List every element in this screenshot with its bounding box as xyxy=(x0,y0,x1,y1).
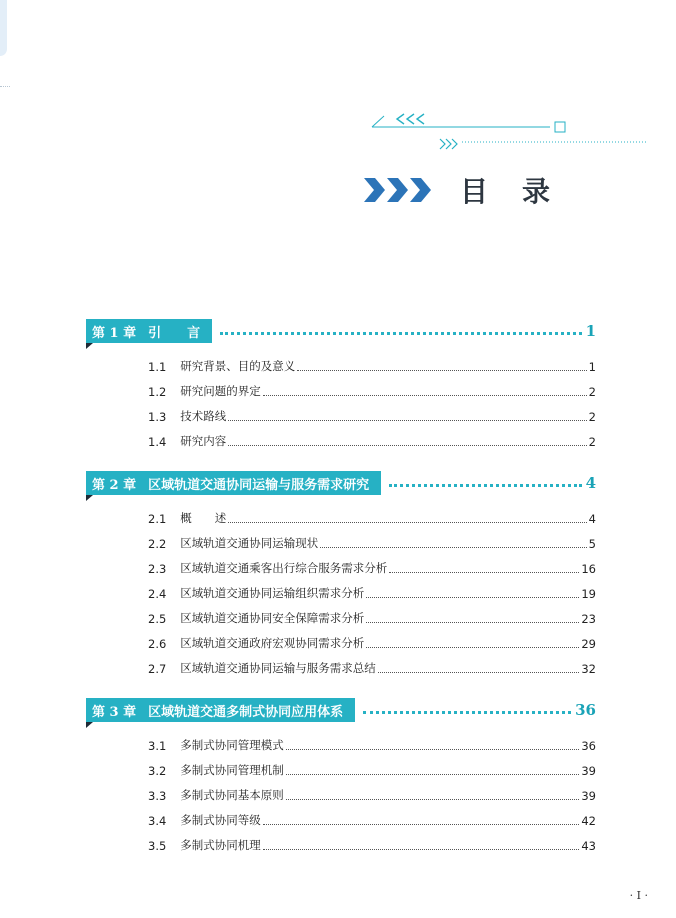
section-title: 研究内容 xyxy=(180,434,227,448)
chapter-corner-marker xyxy=(86,495,93,501)
section-leader-dots xyxy=(286,774,580,775)
table-of-contents xyxy=(86,319,596,875)
section-title: 研究背景、目的及意义 xyxy=(180,359,296,373)
chapter-label xyxy=(86,319,212,343)
toc-entry[interactable] xyxy=(86,374,596,399)
section-list xyxy=(86,349,596,449)
chapter-leader-dots xyxy=(389,484,581,487)
section-page: 4 xyxy=(588,512,596,526)
section-number: 1.4 xyxy=(148,435,167,449)
chapter-leader-dots xyxy=(363,711,571,714)
section-list xyxy=(86,501,596,676)
section-title: 区域轨道交通乘客出行综合服务需求分析 xyxy=(180,561,388,575)
header-decoration xyxy=(0,100,676,160)
section-page: 43 xyxy=(581,839,596,853)
toc-entry[interactable] xyxy=(86,399,596,424)
chapter-page: 1 xyxy=(585,322,596,340)
section-leader-dots xyxy=(378,672,580,673)
toc-entry[interactable] xyxy=(86,626,596,651)
chapter-2 xyxy=(86,471,596,676)
chapter-number: 第 1 章 xyxy=(92,325,137,341)
corner-tab xyxy=(0,0,7,56)
toc-entry[interactable] xyxy=(86,601,596,626)
section-page: 32 xyxy=(581,662,596,676)
section-page: 23 xyxy=(581,612,596,626)
section-title: 区域轨道交通协同运输与服务需求总结 xyxy=(180,661,376,675)
section-leader-dots xyxy=(366,597,579,598)
section-number: 1.2 xyxy=(148,385,167,399)
section-title: 多制式协同管理模式 xyxy=(180,738,284,752)
section-title: 区域轨道交通协同运输组织需求分析 xyxy=(180,586,365,600)
section-number: 1.3 xyxy=(148,410,167,424)
section-title: 多制式协同等级 xyxy=(180,813,261,827)
section-number: 2.1 xyxy=(148,512,167,526)
section-number: 2.6 xyxy=(148,637,167,651)
section-leader-dots xyxy=(389,572,579,573)
section-title: 多制式协同管理机制 xyxy=(180,763,284,777)
section-page: 16 xyxy=(581,562,596,576)
section-title: 多制式协同基本原则 xyxy=(180,788,284,802)
section-leader-dots xyxy=(297,370,586,371)
section-title: 研究问题的界定 xyxy=(180,384,261,398)
chapter-title: 区域轨道交通协同运输与服务需求研究 xyxy=(148,477,370,493)
section-page: 42 xyxy=(581,814,596,828)
section-number: 2.2 xyxy=(148,537,167,551)
section-title: 多制式协同机理 xyxy=(180,838,261,852)
section-title: 区域轨道交通政府宏观协同需求分析 xyxy=(180,636,365,650)
section-page: 36 xyxy=(581,739,596,753)
section-title: 区域轨道交通协同运输现状 xyxy=(180,536,319,550)
chapter-corner-marker xyxy=(86,343,93,349)
toc-entry[interactable] xyxy=(86,651,596,676)
chapter-label xyxy=(86,698,355,722)
section-list xyxy=(86,728,596,853)
section-title: 概 述 xyxy=(180,511,227,525)
section-title: 技术路线 xyxy=(180,409,227,423)
section-number: 3.1 xyxy=(148,739,167,753)
section-page: 39 xyxy=(581,789,596,803)
section-page: 2 xyxy=(588,435,596,449)
section-page: 5 xyxy=(588,537,596,551)
chapter-page: 4 xyxy=(585,474,596,492)
chapter-number: 第 2 章 xyxy=(92,477,137,493)
chapter-title: 引 言 xyxy=(148,325,201,341)
page-number: · I · xyxy=(629,889,648,902)
chapter-number: 第 3 章 xyxy=(92,704,137,720)
chapter-1 xyxy=(86,319,596,449)
title-area xyxy=(364,170,584,210)
section-page: 29 xyxy=(581,637,596,651)
toc-entry[interactable] xyxy=(86,526,596,551)
chapter-page: 36 xyxy=(575,701,596,719)
toc-entry[interactable] xyxy=(86,778,596,803)
toc-entry[interactable] xyxy=(86,828,596,853)
toc-entry[interactable] xyxy=(86,753,596,778)
section-leader-dots xyxy=(366,622,579,623)
section-number: 3.4 xyxy=(148,814,167,828)
section-leader-dots xyxy=(263,849,580,850)
chapter-label xyxy=(86,471,381,495)
section-leader-dots xyxy=(228,445,586,446)
section-number: 2.3 xyxy=(148,562,167,576)
section-title: 区域轨道交通协同安全保障需求分析 xyxy=(180,611,365,625)
toc-entry[interactable] xyxy=(86,803,596,828)
section-page: 39 xyxy=(581,764,596,778)
section-leader-dots xyxy=(286,749,580,750)
section-page: 19 xyxy=(581,587,596,601)
chapter-heading[interactable] xyxy=(86,698,596,722)
toc-entry[interactable] xyxy=(86,576,596,601)
chapter-corner-marker xyxy=(86,722,93,728)
chapter-heading[interactable] xyxy=(86,471,596,495)
section-page: 2 xyxy=(588,385,596,399)
title-chevron-icon xyxy=(364,178,434,202)
section-leader-dots xyxy=(263,824,580,825)
corner-dots xyxy=(0,86,10,87)
section-page: 2 xyxy=(588,410,596,424)
section-leader-dots xyxy=(228,420,586,421)
toc-entry[interactable] xyxy=(86,501,596,526)
toc-entry[interactable] xyxy=(86,551,596,576)
chapter-leader-dots xyxy=(220,332,581,335)
section-page: 1 xyxy=(588,360,596,374)
section-leader-dots xyxy=(228,522,586,523)
chapter-3 xyxy=(86,698,596,853)
section-leader-dots xyxy=(286,799,580,800)
toc-entry[interactable] xyxy=(86,349,596,374)
section-number: 2.7 xyxy=(148,662,167,676)
section-number: 2.4 xyxy=(148,587,167,601)
section-leader-dots xyxy=(320,547,586,548)
page-title: 目录 xyxy=(460,175,585,208)
toc-entry[interactable] xyxy=(86,424,596,449)
section-number: 1.1 xyxy=(148,360,167,374)
section-leader-dots xyxy=(263,395,587,396)
section-leader-dots xyxy=(366,647,579,648)
chapter-heading[interactable] xyxy=(86,319,596,343)
section-number: 2.5 xyxy=(148,612,167,626)
section-number: 3.5 xyxy=(148,839,167,853)
chapter-title: 区域轨道交通多制式协同应用体系 xyxy=(148,704,344,720)
toc-entry[interactable] xyxy=(86,728,596,753)
section-number: 3.3 xyxy=(148,789,167,803)
section-number: 3.2 xyxy=(148,764,167,778)
